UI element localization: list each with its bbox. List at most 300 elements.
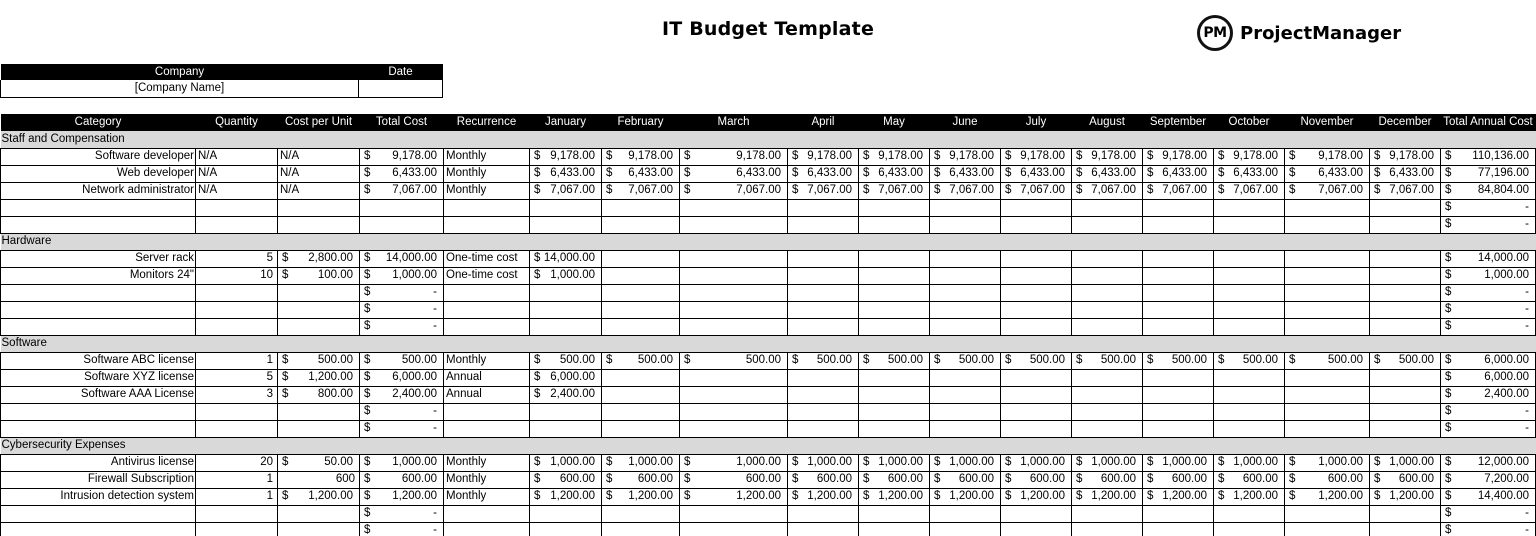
month-cell[interactable] [530,522,602,536]
month-cell[interactable] [1143,250,1214,267]
month-cell[interactable] [788,454,859,471]
month-cell[interactable] [680,148,788,165]
month-cell[interactable] [1285,250,1370,267]
quantity-cell[interactable] [196,522,278,536]
annual-total-cell[interactable] [1441,386,1536,403]
month-cell[interactable] [1001,488,1072,505]
annual-total-cell[interactable] [1441,301,1536,318]
month-cell[interactable] [1143,301,1214,318]
month-cell[interactable] [1285,318,1370,335]
month-cell[interactable] [1285,420,1370,437]
month-cell[interactable] [680,182,788,199]
recurrence-cell[interactable]: Monthly [444,352,530,369]
month-cell[interactable] [530,386,602,403]
month-cell[interactable] [1370,352,1441,369]
month-cell[interactable] [602,199,680,216]
month-cell[interactable] [859,420,930,437]
month-cell[interactable] [1001,403,1072,420]
month-cell[interactable] [1285,488,1370,505]
month-cell[interactable] [1001,352,1072,369]
month-cell[interactable] [680,471,788,488]
month-cell[interactable] [1214,199,1285,216]
month-cell[interactable] [1001,505,1072,522]
cost-per-unit-cell[interactable] [278,301,360,318]
month-cell[interactable] [1214,505,1285,522]
recurrence-cell[interactable] [444,420,530,437]
month-cell[interactable] [1285,369,1370,386]
cost-per-unit-cell[interactable] [278,420,360,437]
month-cell[interactable] [1214,148,1285,165]
item-name-cell[interactable] [1,505,196,522]
quantity-cell[interactable]: N/A [196,182,278,199]
month-cell[interactable] [788,284,859,301]
month-cell[interactable] [1370,165,1441,182]
month-cell[interactable] [530,403,602,420]
cost-per-unit-cell[interactable] [278,267,360,284]
total-cost-cell[interactable] [360,522,444,536]
recurrence-cell[interactable] [444,301,530,318]
item-name-cell[interactable]: Intrusion detection system [1,488,196,505]
item-name-cell[interactable]: Software XYZ license [1,369,196,386]
cost-per-unit-cell[interactable] [278,403,360,420]
quantity-cell[interactable]: 1 [196,488,278,505]
month-cell[interactable] [1285,454,1370,471]
recurrence-cell[interactable]: Annual [444,386,530,403]
month-cell[interactable] [530,488,602,505]
month-cell[interactable] [602,250,680,267]
month-cell[interactable] [788,301,859,318]
month-cell[interactable] [859,352,930,369]
month-cell[interactable] [1072,386,1143,403]
month-cell[interactable] [1143,267,1214,284]
month-cell[interactable] [1285,284,1370,301]
month-cell[interactable] [859,250,930,267]
total-cost-cell[interactable] [360,301,444,318]
month-cell[interactable] [602,403,680,420]
month-cell[interactable] [602,454,680,471]
month-cell[interactable] [1143,522,1214,536]
month-cell[interactable] [930,505,1001,522]
month-cell[interactable] [1072,250,1143,267]
month-cell[interactable] [788,216,859,233]
month-cell[interactable] [1214,318,1285,335]
month-cell[interactable] [859,284,930,301]
month-cell[interactable] [1072,454,1143,471]
month-cell[interactable] [1285,216,1370,233]
month-cell[interactable] [1214,471,1285,488]
recurrence-cell[interactable] [444,284,530,301]
annual-total-cell[interactable] [1441,403,1536,420]
month-cell[interactable] [602,148,680,165]
annual-total-cell[interactable] [1441,165,1536,182]
month-cell[interactable] [1072,148,1143,165]
month-cell[interactable] [1001,216,1072,233]
quantity-cell[interactable]: 1 [196,352,278,369]
month-cell[interactable] [788,199,859,216]
annual-total-cell[interactable] [1441,267,1536,284]
month-cell[interactable] [1001,301,1072,318]
quantity-cell[interactable] [196,216,278,233]
month-cell[interactable] [680,165,788,182]
month-cell[interactable] [1001,318,1072,335]
month-cell[interactable] [680,369,788,386]
annual-total-cell[interactable] [1441,352,1536,369]
quantity-cell[interactable]: 3 [196,386,278,403]
month-cell[interactable] [1370,522,1441,536]
month-cell[interactable] [530,250,602,267]
recurrence-cell[interactable]: Monthly [444,471,530,488]
month-cell[interactable] [602,267,680,284]
total-cost-cell[interactable] [360,250,444,267]
month-cell[interactable] [530,199,602,216]
month-cell[interactable] [1370,488,1441,505]
quantity-cell[interactable] [196,301,278,318]
month-cell[interactable] [788,352,859,369]
month-cell[interactable] [1001,250,1072,267]
month-cell[interactable] [1143,471,1214,488]
month-cell[interactable] [788,267,859,284]
month-cell[interactable] [859,386,930,403]
month-cell[interactable] [1143,216,1214,233]
annual-total-cell[interactable] [1441,369,1536,386]
month-cell[interactable] [680,403,788,420]
cost-per-unit-cell[interactable] [278,216,360,233]
month-cell[interactable] [602,318,680,335]
month-cell[interactable] [1370,505,1441,522]
month-cell[interactable] [930,301,1001,318]
quantity-cell[interactable]: N/A [196,148,278,165]
month-cell[interactable] [1143,182,1214,199]
month-cell[interactable] [1285,352,1370,369]
total-cost-cell[interactable] [360,267,444,284]
month-cell[interactable] [859,148,930,165]
month-cell[interactable] [1214,369,1285,386]
month-cell[interactable] [859,318,930,335]
total-cost-cell[interactable] [360,352,444,369]
month-cell[interactable] [788,420,859,437]
month-cell[interactable] [1143,488,1214,505]
month-cell[interactable] [1214,250,1285,267]
cost-per-unit-cell[interactable]: N/A [278,148,360,165]
total-cost-cell[interactable] [360,165,444,182]
month-cell[interactable] [680,386,788,403]
total-cost-cell[interactable] [360,505,444,522]
month-cell[interactable] [1072,369,1143,386]
month-cell[interactable] [1072,182,1143,199]
total-cost-cell[interactable] [360,284,444,301]
cost-per-unit-cell[interactable] [278,318,360,335]
recurrence-cell[interactable]: One-time cost [444,250,530,267]
month-cell[interactable] [1143,386,1214,403]
month-cell[interactable] [788,369,859,386]
month-cell[interactable] [1001,420,1072,437]
month-cell[interactable] [788,522,859,536]
month-cell[interactable] [788,182,859,199]
month-cell[interactable] [930,182,1001,199]
total-cost-cell[interactable] [360,454,444,471]
cost-per-unit-cell[interactable] [278,284,360,301]
annual-total-cell[interactable] [1441,216,1536,233]
month-cell[interactable] [1072,216,1143,233]
total-cost-cell[interactable] [360,488,444,505]
month-cell[interactable] [1001,522,1072,536]
recurrence-cell[interactable]: Monthly [444,488,530,505]
month-cell[interactable] [930,267,1001,284]
month-cell[interactable] [1370,250,1441,267]
month-cell[interactable] [1370,386,1441,403]
month-cell[interactable] [930,199,1001,216]
quantity-cell[interactable] [196,318,278,335]
item-name-cell[interactable]: Firewall Subscription [1,471,196,488]
month-cell[interactable] [602,522,680,536]
month-cell[interactable] [1370,148,1441,165]
month-cell[interactable] [1214,454,1285,471]
annual-total-cell[interactable] [1441,284,1536,301]
month-cell[interactable] [1143,420,1214,437]
quantity-cell[interactable] [196,505,278,522]
month-cell[interactable] [1370,301,1441,318]
month-cell[interactable] [1214,165,1285,182]
month-cell[interactable] [530,148,602,165]
month-cell[interactable] [680,505,788,522]
month-cell[interactable] [530,267,602,284]
month-cell[interactable] [602,165,680,182]
month-cell[interactable] [788,403,859,420]
month-cell[interactable] [788,148,859,165]
recurrence-cell[interactable]: Monthly [444,165,530,182]
month-cell[interactable] [1001,454,1072,471]
recurrence-cell[interactable] [444,505,530,522]
item-name-cell[interactable]: Software ABC license [1,352,196,369]
quantity-cell[interactable] [196,403,278,420]
annual-total-cell[interactable] [1441,250,1536,267]
annual-total-cell[interactable] [1441,471,1536,488]
recurrence-cell[interactable] [444,403,530,420]
cost-per-unit-cell[interactable] [278,386,360,403]
recurrence-cell[interactable]: Monthly [444,148,530,165]
total-cost-cell[interactable] [360,182,444,199]
cost-per-unit-cell[interactable] [278,250,360,267]
month-cell[interactable] [530,301,602,318]
month-cell[interactable] [859,199,930,216]
month-cell[interactable] [859,505,930,522]
item-name-cell[interactable]: Software AAA License [1,386,196,403]
month-cell[interactable] [602,420,680,437]
month-cell[interactable] [602,369,680,386]
month-cell[interactable] [1072,352,1143,369]
date-cell[interactable] [359,80,443,97]
recurrence-cell[interactable] [444,522,530,536]
recurrence-cell[interactable]: Monthly [444,454,530,471]
month-cell[interactable] [859,369,930,386]
quantity-cell[interactable]: 5 [196,369,278,386]
month-cell[interactable] [602,182,680,199]
month-cell[interactable] [1214,522,1285,536]
annual-total-cell[interactable] [1441,522,1536,536]
cost-per-unit-cell[interactable] [278,505,360,522]
month-cell[interactable] [680,420,788,437]
month-cell[interactable] [1214,301,1285,318]
month-cell[interactable] [1285,267,1370,284]
month-cell[interactable] [680,284,788,301]
month-cell[interactable] [530,369,602,386]
month-cell[interactable] [530,505,602,522]
recurrence-cell[interactable] [444,199,530,216]
month-cell[interactable] [680,488,788,505]
month-cell[interactable] [680,199,788,216]
month-cell[interactable] [530,420,602,437]
month-cell[interactable] [859,454,930,471]
month-cell[interactable] [930,522,1001,536]
month-cell[interactable] [1370,284,1441,301]
month-cell[interactable] [1001,148,1072,165]
item-name-cell[interactable] [1,420,196,437]
month-cell[interactable] [602,386,680,403]
month-cell[interactable] [930,386,1001,403]
total-cost-cell[interactable] [360,369,444,386]
month-cell[interactable] [680,318,788,335]
total-cost-cell[interactable] [360,216,444,233]
month-cell[interactable] [1285,505,1370,522]
item-name-cell[interactable] [1,199,196,216]
quantity-cell[interactable] [196,420,278,437]
month-cell[interactable] [859,522,930,536]
month-cell[interactable] [1214,386,1285,403]
annual-total-cell[interactable] [1441,148,1536,165]
month-cell[interactable] [1143,165,1214,182]
month-cell[interactable] [1370,318,1441,335]
month-cell[interactable] [930,471,1001,488]
month-cell[interactable] [1214,403,1285,420]
month-cell[interactable] [1072,165,1143,182]
month-cell[interactable] [1285,522,1370,536]
month-cell[interactable] [788,165,859,182]
month-cell[interactable] [1143,352,1214,369]
month-cell[interactable] [530,182,602,199]
month-cell[interactable] [602,216,680,233]
cost-per-unit-cell[interactable]: N/A [278,165,360,182]
quantity-cell[interactable]: 20 [196,454,278,471]
month-cell[interactable] [1285,199,1370,216]
month-cell[interactable] [788,318,859,335]
month-cell[interactable] [1072,318,1143,335]
month-cell[interactable] [602,284,680,301]
month-cell[interactable] [1143,199,1214,216]
recurrence-cell[interactable]: Annual [444,369,530,386]
month-cell[interactable] [602,301,680,318]
month-cell[interactable] [602,488,680,505]
month-cell[interactable] [859,182,930,199]
month-cell[interactable] [1214,420,1285,437]
month-cell[interactable] [1143,318,1214,335]
month-cell[interactable] [530,216,602,233]
company-name-cell[interactable]: [Company Name] [1,80,359,97]
month-cell[interactable] [859,471,930,488]
month-cell[interactable] [788,471,859,488]
item-name-cell[interactable] [1,403,196,420]
item-name-cell[interactable] [1,522,196,536]
quantity-cell[interactable]: N/A [196,165,278,182]
month-cell[interactable] [1143,369,1214,386]
month-cell[interactable] [930,352,1001,369]
month-cell[interactable] [1285,165,1370,182]
month-cell[interactable] [1001,284,1072,301]
annual-total-cell[interactable] [1441,420,1536,437]
cost-per-unit-cell[interactable] [278,199,360,216]
item-name-cell[interactable]: Software developer [1,148,196,165]
month-cell[interactable] [602,352,680,369]
month-cell[interactable] [530,352,602,369]
month-cell[interactable] [1370,182,1441,199]
month-cell[interactable] [788,488,859,505]
cost-per-unit-cell[interactable] [278,522,360,536]
month-cell[interactable] [788,386,859,403]
month-cell[interactable] [680,301,788,318]
month-cell[interactable] [530,471,602,488]
item-name-cell[interactable]: Server rack [1,250,196,267]
month-cell[interactable] [1370,403,1441,420]
month-cell[interactable] [530,284,602,301]
annual-total-cell[interactable] [1441,182,1536,199]
recurrence-cell[interactable]: One-time cost [444,267,530,284]
month-cell[interactable] [859,165,930,182]
recurrence-cell[interactable] [444,216,530,233]
month-cell[interactable] [1370,471,1441,488]
item-name-cell[interactable] [1,318,196,335]
month-cell[interactable] [859,403,930,420]
total-cost-cell[interactable] [360,318,444,335]
total-cost-cell[interactable] [360,403,444,420]
month-cell[interactable] [1370,369,1441,386]
month-cell[interactable] [1072,301,1143,318]
month-cell[interactable] [530,165,602,182]
month-cell[interactable] [859,267,930,284]
month-cell[interactable] [1072,505,1143,522]
month-cell[interactable] [1285,182,1370,199]
month-cell[interactable] [859,301,930,318]
month-cell[interactable] [1214,216,1285,233]
month-cell[interactable] [930,250,1001,267]
month-cell[interactable] [1214,284,1285,301]
total-cost-cell[interactable] [360,420,444,437]
total-cost-cell[interactable] [360,199,444,216]
month-cell[interactable] [530,318,602,335]
month-cell[interactable] [602,471,680,488]
month-cell[interactable] [1143,505,1214,522]
annual-total-cell[interactable] [1441,199,1536,216]
month-cell[interactable] [1143,403,1214,420]
month-cell[interactable] [1072,471,1143,488]
month-cell[interactable] [930,216,1001,233]
month-cell[interactable] [680,454,788,471]
month-cell[interactable] [1001,199,1072,216]
cost-per-unit-cell[interactable] [278,488,360,505]
month-cell[interactable] [788,250,859,267]
month-cell[interactable] [930,165,1001,182]
item-name-cell[interactable] [1,216,196,233]
month-cell[interactable] [680,522,788,536]
total-cost-cell[interactable] [360,471,444,488]
month-cell[interactable] [1072,522,1143,536]
month-cell[interactable] [1370,420,1441,437]
month-cell[interactable] [1001,267,1072,284]
month-cell[interactable] [1001,386,1072,403]
month-cell[interactable] [1285,386,1370,403]
month-cell[interactable] [1285,301,1370,318]
total-cost-cell[interactable] [360,386,444,403]
item-name-cell[interactable]: Web developer [1,165,196,182]
month-cell[interactable] [1001,165,1072,182]
